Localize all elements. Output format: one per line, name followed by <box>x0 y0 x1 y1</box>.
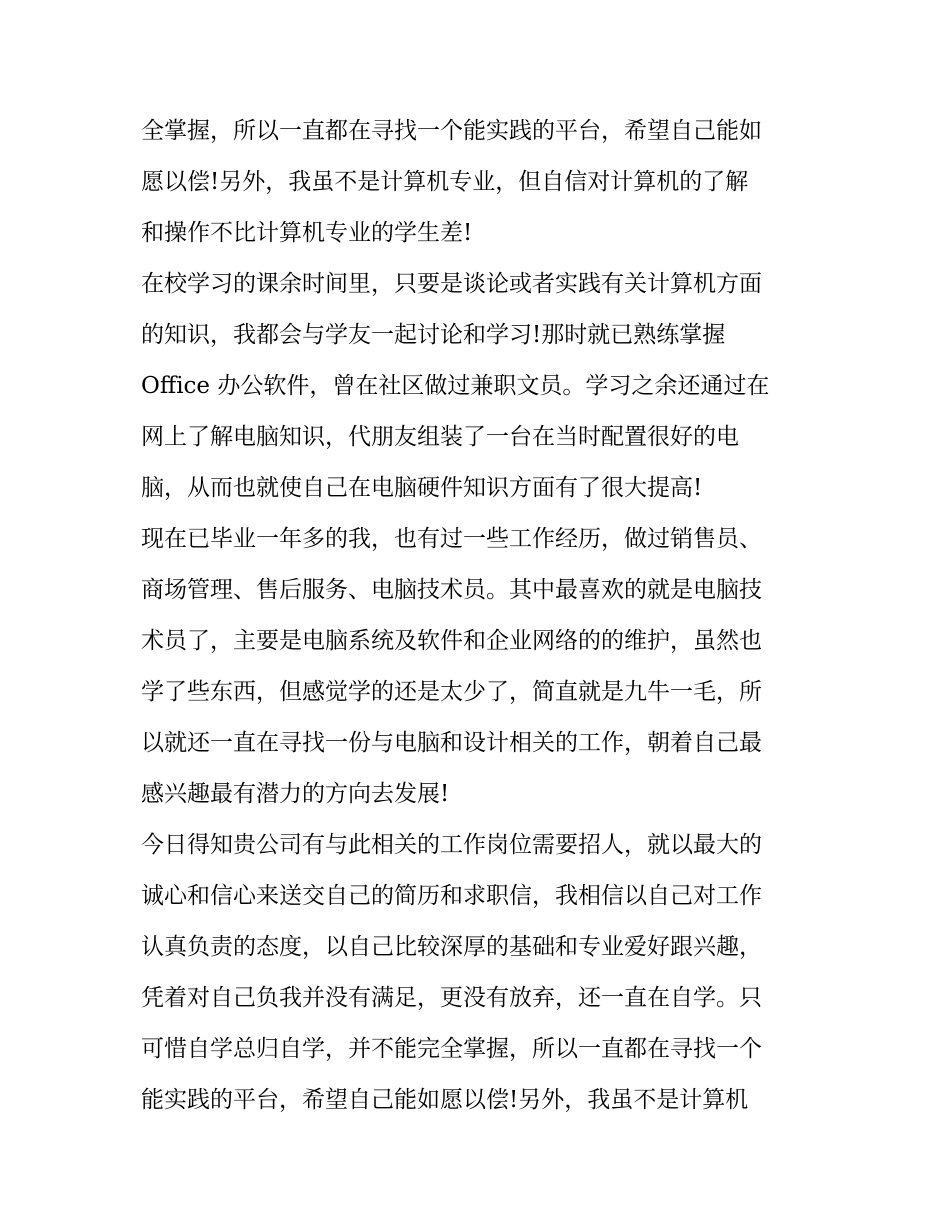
text-line: 诚心和信心来送交自己的简历和求职信，我相信以自己对工作 <box>141 883 762 909</box>
text-line: 网上了解电脑知识，代朋友组装了一台在当时配置很好的电 <box>141 424 739 450</box>
text-line: Office 办公软件，曾在社区做过兼职文员。学习之余还通过在 <box>141 373 770 399</box>
text-line: 学了些东西，但感觉学的还是太少了，简直就是九牛一毛，所 <box>141 679 762 705</box>
text-line: 商场管理、售后服务、电脑技术员。其中最喜欢的就是电脑技 <box>141 577 762 603</box>
text-line: 能实践的平台，希望自己能如愿以偿!另外，我虽不是计算机 <box>141 1087 749 1113</box>
text-line: 脑，从而也就使自己在电脑硬件知识方面有了很大提高! <box>141 475 703 501</box>
text-line: 术员了，主要是电脑系统及软件和企业网络的的维护，虽然也 <box>141 628 762 654</box>
text-line: 认真负责的态度，以自己比较深厚的基础和专业爱好跟兴趣， <box>141 934 762 960</box>
text-line: 全掌握，所以一直都在寻找一个能实践的平台，希望自己能如 <box>141 118 762 144</box>
text-line: 的知识，我都会与学友一起讨论和学习!那时就已熟练掌握 <box>141 322 726 348</box>
text-line: 和操作不比计算机专业的学生差! <box>141 220 473 246</box>
text-line: 今日得知贵公司有与此相关的工作岗位需要招人，就以最大的 <box>141 832 762 858</box>
body-text <box>141 106 821 1126</box>
text-line: 以就还一直在寻找一份与电脑和设计相关的工作，朝着自己最 <box>141 730 762 756</box>
text-line: 现在已毕业一年多的我，也有过一些工作经历，做过销售员、 <box>141 526 762 552</box>
text-line: 可惜自学总归自学，并不能完全掌握，所以一直都在寻找一个 <box>141 1036 762 1062</box>
text-line: 感兴趣最有潜力的方向去发展! <box>141 781 450 807</box>
text-line: 在校学习的课余时间里，只要是谈论或者实践有关计算机方面 <box>141 271 762 297</box>
text-line: 愿以偿!另外，我虽不是计算机专业，但自信对计算机的了解 <box>141 169 749 195</box>
text-line: 凭着对自己负我并没有满足，更没有放弃，还一直在自学。只 <box>141 985 762 1011</box>
